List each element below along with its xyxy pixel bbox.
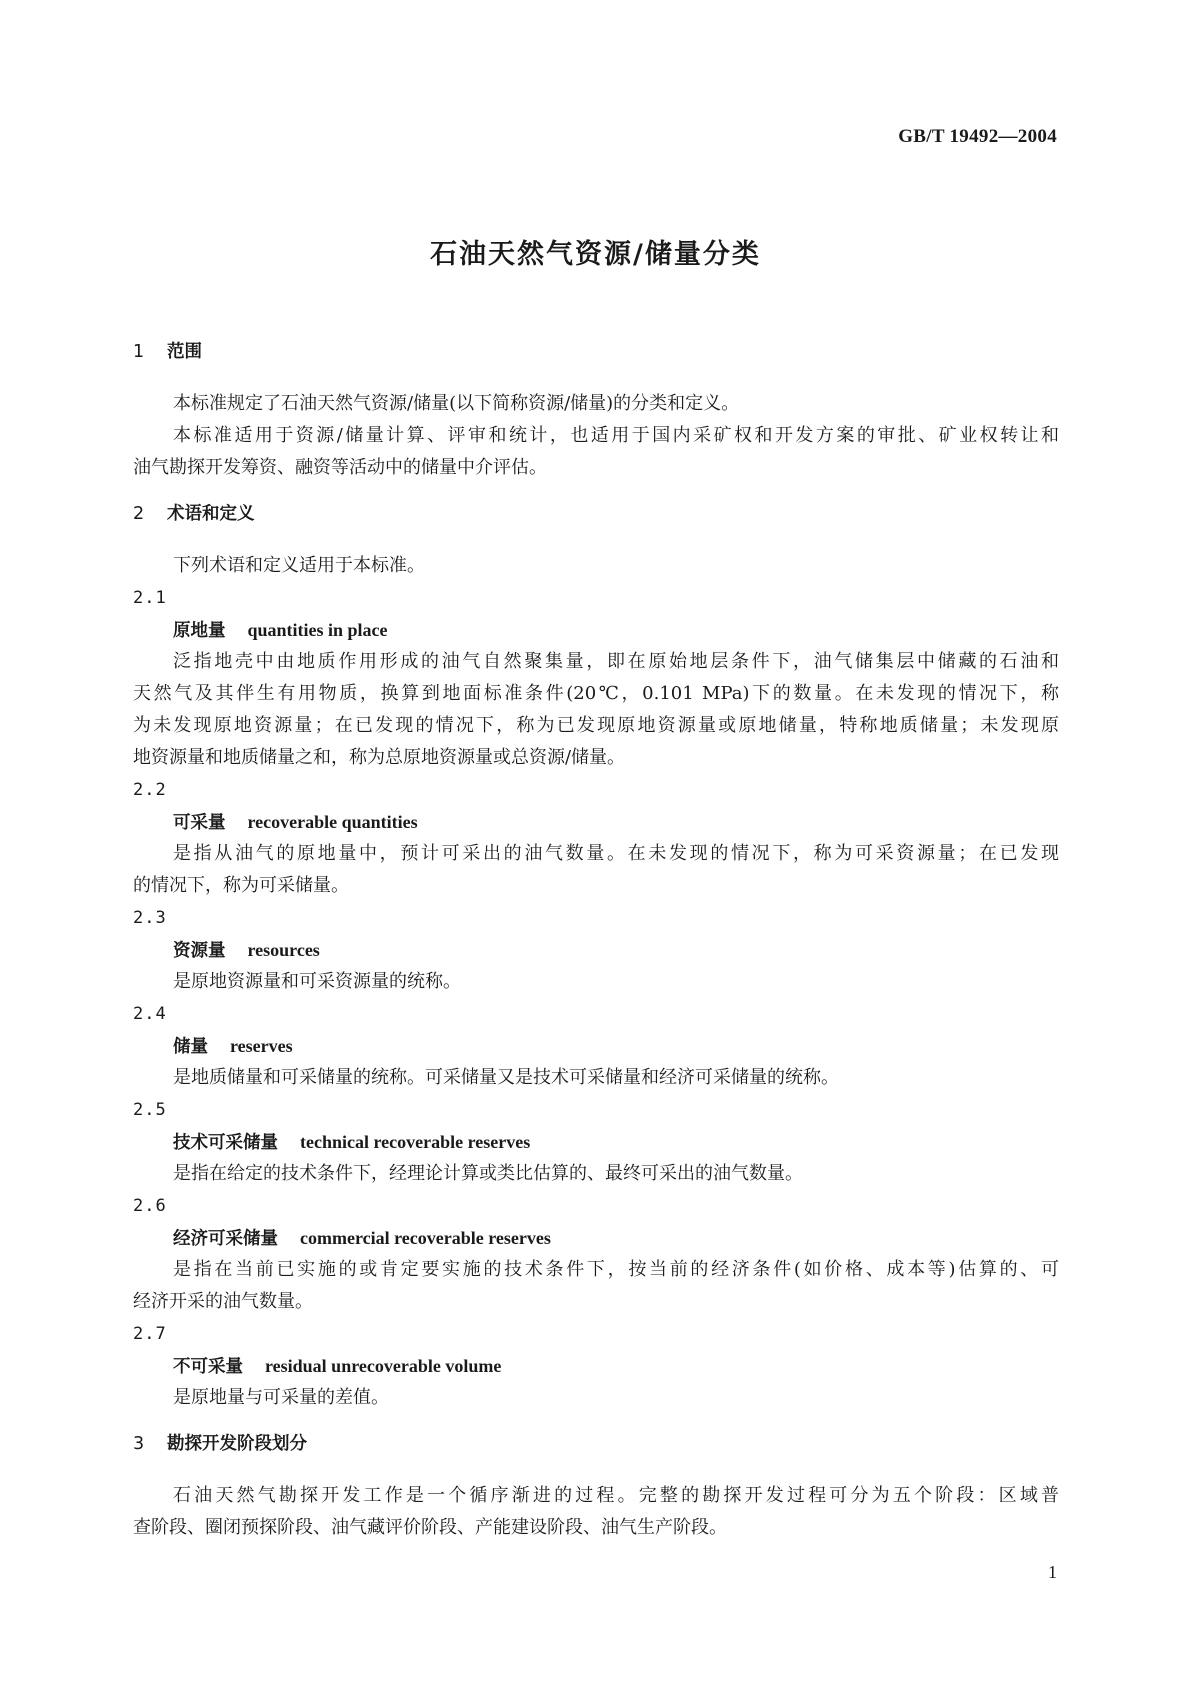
term-chinese: 经济可采储量: [173, 1229, 278, 1249]
term-number: 2.1: [133, 588, 167, 608]
paragraph-line: 本标准适用于资源/储量计算、评审和统计，也适用于国内采矿权和开发方案的审批、矿业权转让和: [173, 425, 1059, 446]
term-chinese: 原地量: [173, 621, 226, 641]
section-title: 术语和定义: [167, 504, 255, 524]
term-heading: [133, 806, 1059, 838]
term-heading: [133, 1350, 1059, 1382]
term-english: quantities in place: [247, 620, 388, 640]
term-english: reserves: [230, 1036, 293, 1056]
term-number: 2.5: [133, 1100, 167, 1120]
section-3-heading: [133, 1428, 1059, 1460]
term-number: 2.4: [133, 1004, 167, 1024]
section-number: 1: [133, 342, 145, 362]
definition-line: 是指在给定的技术条件下，经理论计算或类比估算的、最终可采出的油气数量。: [173, 1163, 803, 1184]
term-number: 2.7: [133, 1324, 167, 1344]
definition-line: 天然气及其伴生有用物质，换算到地面标准条件(20℃，0.101 MPa)下的数量。在未发现的情况下，称: [133, 683, 1059, 704]
term-heading: [133, 1222, 1059, 1254]
term-chinese: 可采量: [173, 813, 226, 833]
definition-line: 是原地量与可采量的差值。: [173, 1387, 389, 1408]
paragraph-line: 下列术语和定义适用于本标准。: [173, 555, 425, 576]
document-body: [133, 336, 1059, 1544]
term-number: 2.2: [133, 780, 167, 800]
term-heading: [133, 1030, 1059, 1062]
term-english: commercial recoverable reserves: [300, 1228, 551, 1248]
term-number: 2.6: [133, 1196, 167, 1216]
term-chinese: 不可采量: [173, 1357, 243, 1377]
term-english: recoverable quantities: [247, 812, 418, 832]
section-2-heading: [133, 498, 1059, 530]
definition-line: 的情况下，称为可采储量。: [133, 875, 349, 896]
paragraph-line: 本标准规定了石油天然气资源/储量(以下简称资源/储量)的分类和定义。: [173, 393, 740, 414]
section-number: 2: [133, 504, 145, 524]
definition-line: 是地质储量和可采储量的统称。可采储量又是技术可采储量和经济可采储量的统称。: [173, 1067, 839, 1088]
section-number: 3: [133, 1434, 145, 1454]
section-1-heading: [133, 336, 1059, 368]
standard-code: GB/T 19492—2004: [898, 126, 1057, 147]
page-number: 1: [1048, 1562, 1057, 1582]
paragraph-line: 油气勘探开发筹资、融资等活动中的储量中介评估。: [133, 457, 547, 478]
term-chinese: 储量: [173, 1037, 208, 1057]
term-english: technical recoverable reserves: [300, 1132, 531, 1152]
definition-line: 泛指地壳中由地质作用形成的油气自然聚集量，即在原始地层条件下，油气储集层中储藏的石油和: [173, 651, 1059, 672]
definition-line: 是指从油气的原地量中，预计可采出的油气数量。在未发现的情况下，称为可采资源量；在已发现: [173, 843, 1059, 864]
term-english: resources: [247, 940, 320, 960]
term-chinese: 资源量: [173, 941, 226, 961]
term-heading: [133, 1126, 1059, 1158]
definition-line: 为未发现原地资源量；在已发现的情况下，称为已发现原地资源量或原地储量，特称地质储量；未发现原: [133, 715, 1059, 736]
term-number: 2.3: [133, 908, 167, 928]
document-title: 石油天然气资源/储量分类: [430, 239, 761, 270]
section-title: 勘探开发阶段划分: [167, 1434, 307, 1454]
definition-line: 是指在当前已实施的或肯定要实施的技术条件下，按当前的经济条件(如价格、成本等)估算的、可: [173, 1259, 1059, 1280]
term-chinese: 技术可采储量: [173, 1133, 278, 1153]
section-title: 范围: [167, 342, 202, 362]
definition-line: 经济开采的油气数量。: [133, 1291, 313, 1312]
term-english: residual unrecoverable volume: [265, 1356, 502, 1376]
paragraph-line: 查阶段、圈闭预探阶段、油气藏评价阶段、产能建设阶段、油气生产阶段。: [133, 1517, 727, 1538]
definition-line: 地资源量和地质储量之和，称为总原地资源量或总资源/储量。: [133, 747, 626, 768]
term-heading: [133, 614, 1059, 646]
definition-line: 是原地资源量和可采资源量的统称。: [173, 971, 461, 992]
paragraph-line: 石油天然气勘探开发工作是一个循序渐进的过程。完整的勘探开发过程可分为五个阶段：区域普: [173, 1485, 1059, 1506]
term-heading: [133, 934, 1059, 966]
term-definitions: [133, 582, 1059, 1414]
